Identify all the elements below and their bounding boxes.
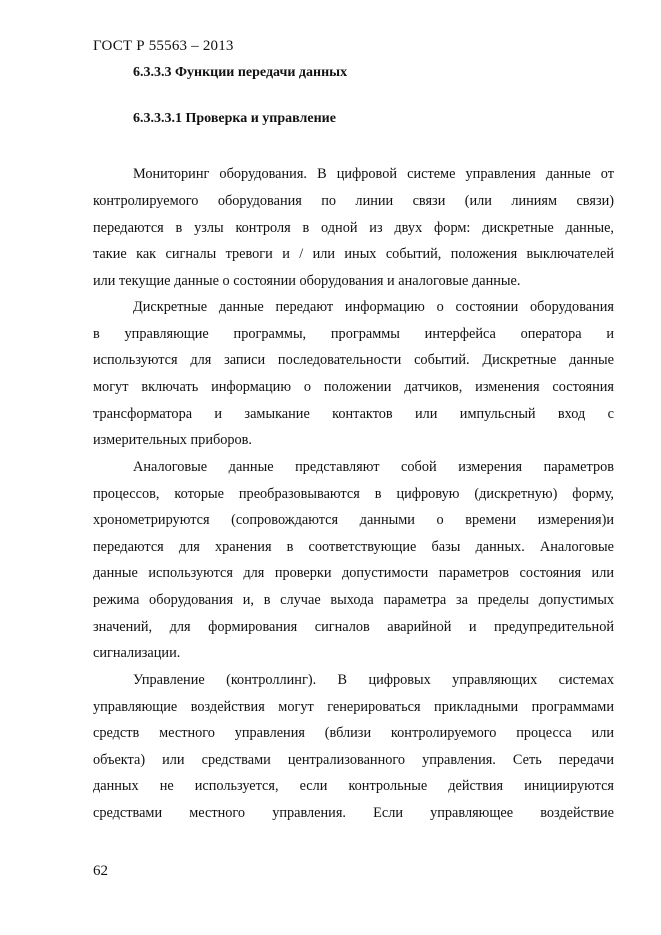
text-line: Мониторинг оборудования. В цифровой системе управления данные от xyxy=(133,166,614,182)
text-line: объекта) или средствами централизованного управления. Сеть передачи xyxy=(93,752,614,768)
text-line: передаются в узлы контроля в одной из двух форм: дискретные данные, xyxy=(93,220,614,236)
document-code-header: ГОСТ Р 55563 – 2013 xyxy=(93,38,234,54)
text-line: Дискретные данные передают информацию о состоянии оборудования xyxy=(133,299,614,315)
text-line: могут включать информацию о положении датчиков, изменения состояния xyxy=(93,379,614,395)
text-line: измерительных приборов. xyxy=(93,432,253,448)
text-line: или текущие данные о состоянии оборудования и аналоговые данные. xyxy=(93,273,521,289)
text-line: контролируемого оборудования по линии связи (или линиям связи) xyxy=(93,193,614,209)
page-number: 62 xyxy=(93,863,108,879)
text-line: сигнализации. xyxy=(93,645,181,661)
text-line: управляющие воздействия могут генерироваться прикладными программами xyxy=(93,699,614,715)
text-line: в управляющие программы, программы интерфейса оператора и xyxy=(93,326,614,342)
text-line: Управление (контроллинг). В цифровых управляющих системах xyxy=(133,672,614,688)
text-line: процессов, которые преобразовываются в цифровую (дискретную) форму, xyxy=(93,486,614,502)
text-line: значений, для формирования сигналов аварийной и предупредительной xyxy=(93,619,614,635)
text-line: передаются для хранения в соответствующие базы данных. Аналоговые xyxy=(93,539,614,555)
text-line: трансформатора и замыкание контактов или импульсный вход с xyxy=(93,406,614,422)
text-line: средствами местного управления. Если управляющее воздействие xyxy=(93,805,614,821)
text-line: используются для записи последовательности событий. Дискретные данные xyxy=(93,352,614,368)
text-line: режима оборудования и, в случае выхода параметра за пределы допустимых xyxy=(93,592,614,608)
subsection-heading: 6.3.3.3.1 Проверка и управление xyxy=(133,111,336,126)
text-line: средств местного управления (вблизи контролируемого процесса или xyxy=(93,725,614,741)
text-line: такие как сигналы тревоги и / или иных событий, положения выключателей xyxy=(93,246,614,262)
text-line: данные используются для проверки допустимости параметров состояния или xyxy=(93,565,614,581)
text-line: данных не используется, если контрольные действия инициируются xyxy=(93,778,614,794)
text-line: Аналоговые данные представляют собой измерения параметров xyxy=(133,459,614,475)
text-line: хронометрируются (сопровождаются данными о времени измерения)и xyxy=(93,512,614,528)
section-heading: 6.3.3.3 Функции передачи данных xyxy=(133,65,348,80)
